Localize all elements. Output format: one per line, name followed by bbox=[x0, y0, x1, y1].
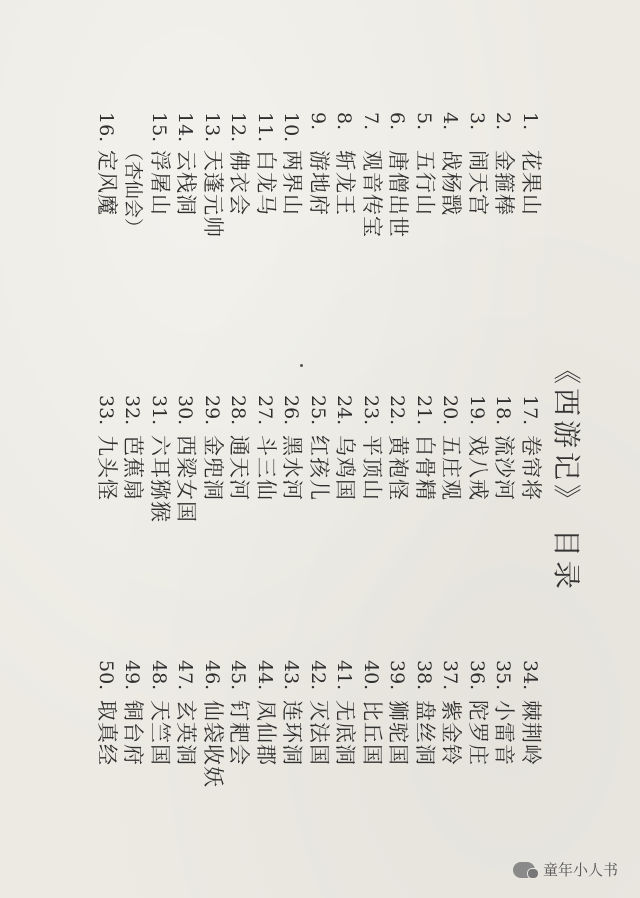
toc-entry bbox=[200, 112, 227, 238]
toc-entry bbox=[412, 395, 439, 523]
toc-entry-title: 金兜洞 bbox=[201, 435, 225, 501]
toc-column-3 bbox=[94, 660, 545, 788]
toc-entry-number: 36. bbox=[466, 660, 488, 691]
toc-entry bbox=[173, 660, 200, 788]
toc-entry-number: 16. bbox=[95, 112, 117, 143]
toc-entry-number: 41. bbox=[333, 660, 356, 691]
toc-entry-title: 游地府 bbox=[307, 150, 331, 216]
toc-entry-number: 42. bbox=[307, 660, 329, 691]
toc-entry bbox=[385, 660, 412, 788]
toc-entry-title: 流沙河 bbox=[492, 435, 517, 501]
toc-entry bbox=[279, 112, 306, 238]
toc-entry-title: 观音传宝 bbox=[360, 150, 384, 238]
toc-entry bbox=[226, 395, 253, 523]
toc-entry-title: 狮驼国 bbox=[386, 700, 411, 766]
toc-entry bbox=[173, 395, 200, 523]
toc-entry-number: 24. bbox=[333, 395, 356, 426]
toc-entry-number: 29. bbox=[201, 395, 223, 426]
toc-entry-number: 19. bbox=[466, 395, 488, 426]
toc-entry-title: 卷帘将 bbox=[519, 435, 543, 501]
toc-entry-number: 45. bbox=[227, 660, 250, 691]
toc-entry-title: 铜台府 bbox=[121, 700, 146, 766]
toc-entry bbox=[200, 660, 227, 788]
toc-entry bbox=[438, 395, 465, 523]
toc-entry-number: 35. bbox=[492, 660, 515, 691]
toc-entry-title: 红孩儿 bbox=[307, 435, 331, 501]
toc-entry bbox=[518, 660, 545, 788]
toc-entry-title: 天蓬元帅 bbox=[201, 150, 225, 238]
toc-entry bbox=[491, 112, 518, 238]
toc-entry-title: 棘荆岭 bbox=[519, 700, 543, 766]
toc-entry bbox=[491, 660, 518, 788]
toc-entry-title: 闹天宫 bbox=[466, 150, 490, 216]
toc-entry-note: （杏仙会） bbox=[122, 142, 145, 238]
toc-entry bbox=[279, 660, 306, 788]
toc-entry-title: 盘丝洞 bbox=[413, 700, 437, 766]
toc-entry-title: 白龙马 bbox=[254, 150, 278, 216]
toc-entry-number: 48. bbox=[148, 660, 170, 691]
toc-entry-number: 28. bbox=[227, 395, 250, 426]
toc-entry-number: 7. bbox=[360, 112, 382, 131]
toc-entry-number: 4. bbox=[439, 112, 462, 131]
toc-entry-title: 无底洞 bbox=[333, 700, 358, 766]
toc-entry-number: 17. bbox=[519, 395, 541, 426]
toc-entry-number: 44. bbox=[254, 660, 276, 691]
toc-entry-number: 43. bbox=[280, 660, 303, 691]
toc-entry-number: 40. bbox=[360, 660, 382, 691]
wechat-icon bbox=[513, 862, 535, 878]
toc-entry bbox=[306, 660, 333, 788]
toc-entry-number: 38. bbox=[413, 660, 435, 691]
toc-entry-number: 50. bbox=[95, 660, 117, 691]
toc-entry bbox=[412, 660, 439, 788]
toc-entry bbox=[173, 112, 200, 238]
toc-column-2 bbox=[94, 395, 545, 523]
toc-entry bbox=[438, 660, 465, 788]
toc-entry bbox=[200, 395, 227, 523]
toc-entry-number: 1. bbox=[519, 112, 541, 131]
toc-entry bbox=[385, 112, 412, 238]
toc-entry-title: 九头怪 bbox=[95, 435, 119, 501]
toc-entry-title: 钉耙会 bbox=[227, 700, 252, 766]
toc-entry-number: 6. bbox=[386, 112, 409, 131]
toc-entry bbox=[332, 395, 359, 523]
toc-entry bbox=[253, 112, 280, 238]
toc-entry-number: 30. bbox=[174, 395, 197, 426]
toc-entry bbox=[359, 395, 386, 523]
toc-entry-number: 26. bbox=[280, 395, 303, 426]
toc-entry bbox=[147, 395, 174, 523]
toc-entry-title: 斗三仙 bbox=[254, 435, 278, 501]
page-title: 《西游记》 目录 bbox=[550, 356, 583, 593]
toc-entry bbox=[279, 395, 306, 523]
toc-entry bbox=[332, 112, 359, 238]
toc-entry-title: 戏八戒 bbox=[466, 435, 490, 501]
toc-entry-number: 46. bbox=[201, 660, 223, 691]
toc-entry-number: 49. bbox=[121, 660, 144, 691]
toc-entry-title: 斩龙王 bbox=[333, 150, 358, 216]
toc-entry bbox=[518, 112, 545, 238]
toc-entry-title: 凤仙郡 bbox=[254, 700, 278, 766]
toc-entry-number: 8. bbox=[333, 112, 356, 131]
toc-entry-title: 芭蕉扇 bbox=[121, 435, 146, 501]
toc-entry-title: 六耳猕猴 bbox=[148, 435, 172, 523]
toc-entry bbox=[94, 112, 121, 238]
toc-entry-title: 灭法国 bbox=[307, 700, 331, 766]
toc-entry bbox=[120, 395, 147, 523]
toc-entry-title: 云栈洞 bbox=[174, 150, 199, 216]
toc-entry-title: 花果山 bbox=[519, 150, 543, 216]
toc-entry-title: 乌鸡国 bbox=[333, 435, 358, 501]
toc-entry-number: 27. bbox=[254, 395, 276, 426]
watermark bbox=[513, 859, 618, 880]
toc-entry bbox=[226, 112, 253, 238]
toc-entry-number: 13. bbox=[201, 112, 223, 143]
toc-entry-number: 34. bbox=[519, 660, 541, 691]
toc-entry-title: 玄英洞 bbox=[174, 700, 199, 766]
toc-entry-title: 小雷音 bbox=[492, 700, 517, 766]
toc-entry-number: 5. bbox=[413, 112, 435, 131]
toc-entry-number: 10. bbox=[280, 112, 303, 143]
toc-entry-number: 32. bbox=[121, 395, 144, 426]
toc-entry-number: 47. bbox=[174, 660, 197, 691]
toc-entry-title: 两界山 bbox=[280, 150, 305, 216]
toc-entry-number: 11. bbox=[254, 112, 276, 143]
toc-entry-title: 平顶山 bbox=[360, 435, 384, 501]
toc-entry bbox=[94, 395, 121, 523]
speck bbox=[300, 364, 303, 367]
toc-entry-title: 通天河 bbox=[227, 435, 252, 501]
toc-entry-title: 五行山 bbox=[413, 150, 437, 216]
toc-entry bbox=[226, 660, 253, 788]
toc-entry-number: 33. bbox=[95, 395, 117, 426]
toc-entry-number: 37. bbox=[439, 660, 462, 691]
toc-entry-number: 25. bbox=[307, 395, 329, 426]
toc-entry-title: 浮屠山 bbox=[148, 150, 172, 216]
toc-entry bbox=[359, 660, 386, 788]
toc-entry bbox=[120, 660, 147, 788]
toc-entry-title: 佛衣会 bbox=[227, 150, 252, 216]
toc-entry-number: 9. bbox=[307, 112, 329, 131]
toc-entry-title: 黑水河 bbox=[280, 435, 305, 501]
toc-entry-title: 连环洞 bbox=[280, 700, 305, 766]
toc-entry bbox=[385, 395, 412, 523]
toc-entry-title: 白骨精 bbox=[413, 435, 437, 501]
toc-entry-title: 定风魔 bbox=[95, 150, 119, 216]
toc-entry-number: 39. bbox=[386, 660, 409, 691]
toc-entry-title: 黄袍怪 bbox=[386, 435, 411, 501]
toc-entry-title: 紫金铃 bbox=[439, 700, 464, 766]
toc-entry-title: 唐僧出世 bbox=[386, 150, 411, 238]
toc-entry bbox=[253, 660, 280, 788]
toc-entry-number: 3. bbox=[466, 112, 488, 131]
toc-entry bbox=[94, 660, 121, 788]
toc-entry-number: 31. bbox=[148, 395, 170, 426]
toc-entry-title: 西梁女国 bbox=[174, 435, 199, 523]
toc-entry-title: 取真经 bbox=[95, 700, 119, 766]
toc-entry bbox=[147, 660, 174, 788]
toc-entry bbox=[306, 395, 333, 523]
toc-entry-title: 仙袋收妖 bbox=[201, 700, 225, 788]
toc-entry-number: 12. bbox=[227, 112, 250, 143]
toc-entry-title: 比丘国 bbox=[360, 700, 384, 766]
toc-entry bbox=[147, 112, 174, 238]
toc-entry bbox=[332, 660, 359, 788]
toc-column-1 bbox=[94, 112, 545, 238]
toc-entry-title: 五庄观 bbox=[439, 435, 464, 501]
toc-entry bbox=[412, 112, 439, 238]
toc-entry bbox=[359, 112, 386, 238]
toc-entry bbox=[253, 395, 280, 523]
toc-entry-title: 金箍棒 bbox=[492, 150, 517, 216]
toc-entry-number: 20. bbox=[439, 395, 462, 426]
toc-entry-title: 战杨戬 bbox=[439, 150, 464, 216]
toc-entry-number: 18. bbox=[492, 395, 515, 426]
toc-entry-number: 2. bbox=[492, 112, 515, 131]
toc-entry bbox=[518, 395, 545, 523]
toc-entry bbox=[465, 395, 492, 523]
toc-entry bbox=[491, 395, 518, 523]
toc-entry-number: 22. bbox=[386, 395, 409, 426]
toc-entry bbox=[438, 112, 465, 238]
toc-entry-number: 15. bbox=[148, 112, 170, 143]
toc-entry-number: 23. bbox=[360, 395, 382, 426]
toc-entry bbox=[465, 112, 492, 238]
toc-entry bbox=[306, 112, 333, 238]
toc-entry-title: 天竺国 bbox=[148, 700, 172, 766]
toc-entry-number: 14. bbox=[174, 112, 197, 143]
toc-entry-title: 陀罗庄 bbox=[466, 700, 490, 766]
toc-entry-number: 21. bbox=[413, 395, 435, 426]
toc-entry bbox=[465, 660, 492, 788]
watermark-text: 童年小人书 bbox=[542, 861, 618, 879]
